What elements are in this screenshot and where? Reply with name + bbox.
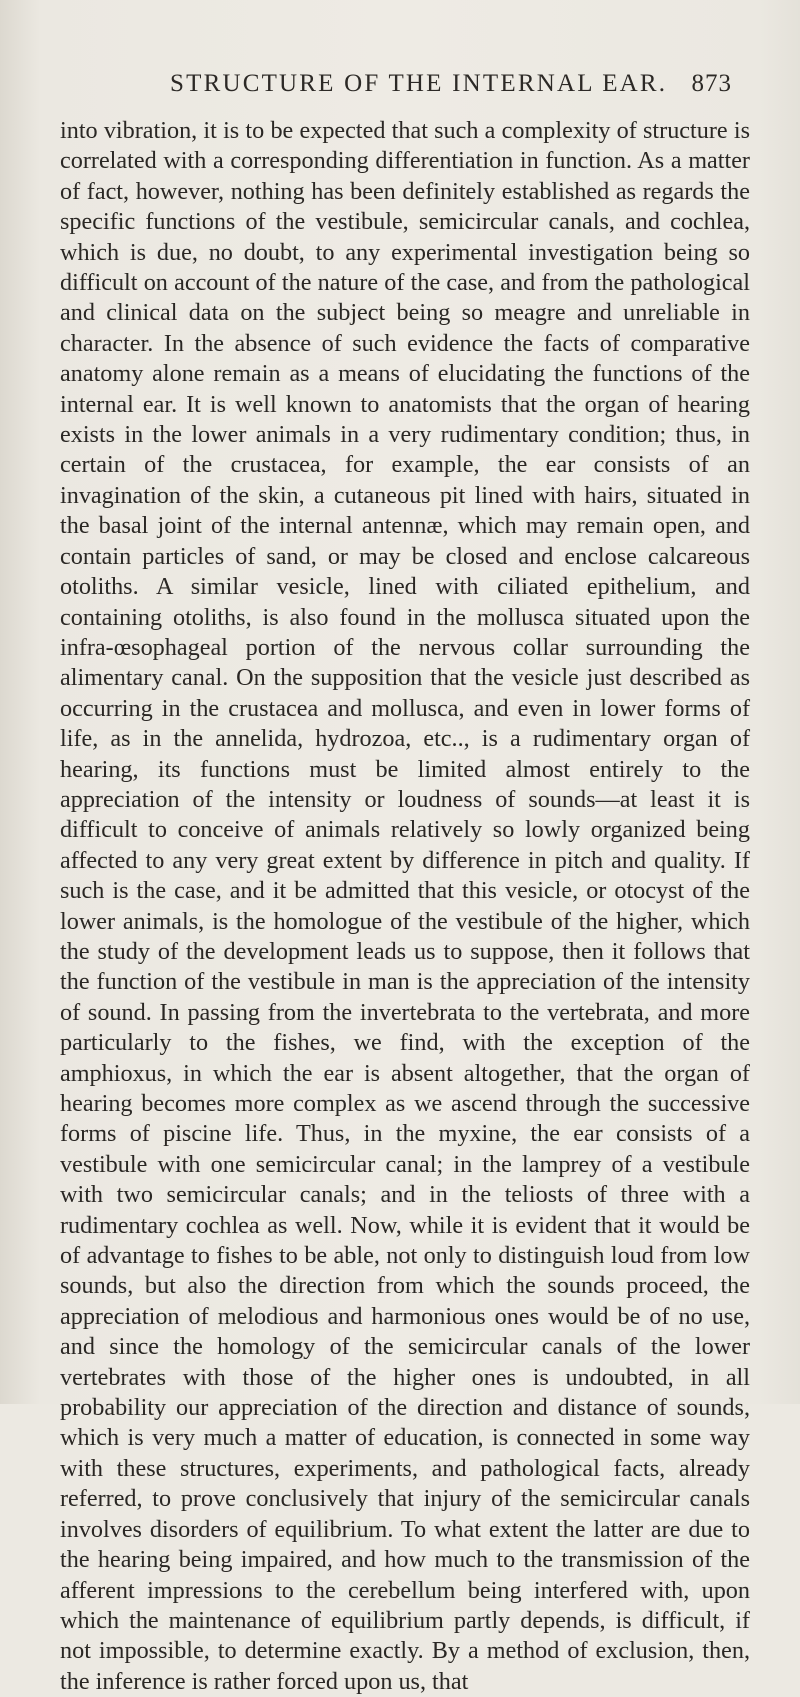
- body-paragraph: into vibration, it is to be expected that such a complexity of structure is correlated with a corresponding differentiation in function. As a matter of fact, however, nothing has been definitely established as regards the specific functions of the vestibule, semicircular canals, and cochlea, which is due, no doubt, to any experimental investigation being so difficult on account of the nature of the case, and from the pathological and clinical data on the subject being so meagre and unreliable in character. In the absence of such evidence the facts of comparative anatomy alone remain as a means of elucidating the functions of the internal ear. It is well known to anatomists that the organ of hearing exists in the lower animals in a very rudimentary condition; thus, in certain of the crustacea, for example, the ear consists of an invagination of the skin, a cutaneous pit lined with hairs, situated in the basal joint of the internal antennæ, which may remain open, and contain particles of sand, or may be closed and enclose calcareous otoliths. A similar vesicle, lined with ciliated epithelium, and containing otoliths, is also found in the mollusca situated upon the infra-œsophageal portion of the nervous collar surrounding the alimentary canal. On the supposition that the vesicle just described as occurring in the crustacea and mollusca, and even in lower forms of life, as in the annelida, hydrozoa, etc.., is a rudimentary organ of hearing, its functions must be limited almost entirely to the appreciation of the intensity or loudness of sounds—at least it is difficult to conceive of animals relatively so lowly organized being affected to any very great extent by difference in pitch and quality. If such is the case, and it be admitted that this vesicle, or otocyst of the lower animals, is the homologue of the vestibule of the higher, which the study of the development leads us to suppose, then it follows that the function of the vestibule in man is the appreciation of the intensity of sound. In passing from the invertebrata to the vertebrata, and more particularly to the fishes, we find, with the exception of the amphioxus, in which the ear is absent altogether, that the organ of hearing becomes more complex as we ascend through the successive forms of piscine life. Thus, in the myxine, the ear consists of a vestibule with one semicircular canal; in the lamprey of a vestibule with two semicircular canals; and in the teliosts of three with a rudimentary cochlea as well. Now, while it is evident that it would be of advantage to fishes to be able, not only to distinguish loud from low sounds, but also the direction from which the sounds proceed, the appreciation of melodious and harmonious ones would be of no use, and since the homology of the semicircular canals of the lower vertebrates with those of the higher ones is undoubted, in all probability our appreciation of the direction and distance of sounds, which is very much a matter of education, is connected in some way with these structures, experiments, and pathological facts, already referred, to prove conclusively that injury of the semicircular canals involves disorders of equilibrium. To what extent the latter are due to the hearing being impaired, and how much to the transmission of the afferent impressions to the cerebellum being interfered with, upon which the maintenance of equilibrium partly depends, is difficult, if not impossible, to determine exactly. By a method of exclusion, then, the inference is rather forced upon us, that: [60, 117, 750, 1695]
- page-number: 873: [691, 70, 732, 97]
- running-head-title: STRUCTURE OF THE INTERNAL EAR.: [170, 70, 668, 97]
- running-head: [170, 70, 732, 98]
